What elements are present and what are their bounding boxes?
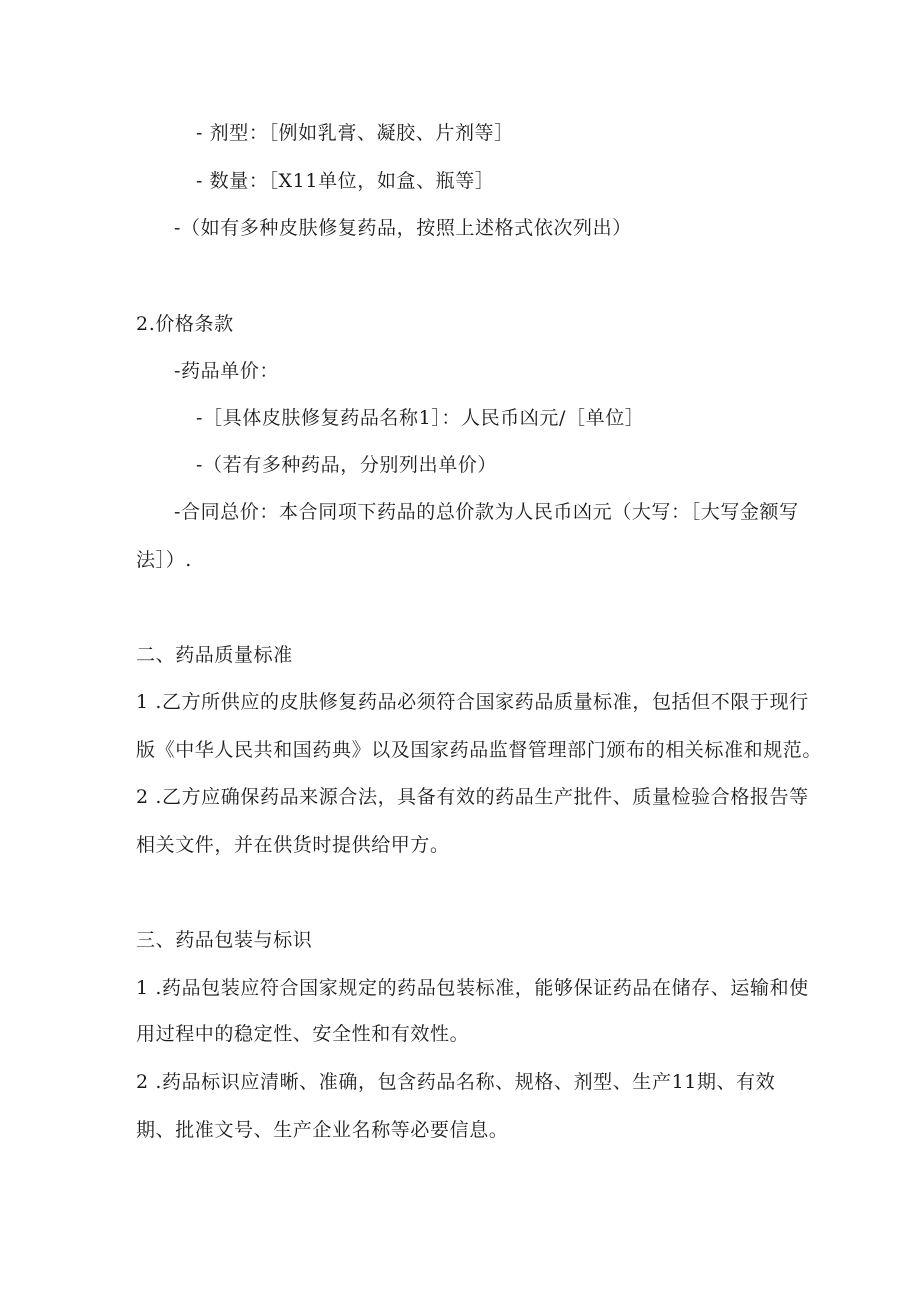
quality-item-1-line-1: 1 .乙方所供应的皮肤修复药品必须符合国家药品质量标准，包括但不限于现行 — [136, 691, 809, 713]
quality-item-2-line-2: 相关文件，并在供货时提供给甲方。 — [136, 834, 450, 856]
unit-price-label: -药品单价： — [174, 360, 280, 382]
packaging-item-1-line-1: 1 .药品包装应符合国家规定的药品包装标准，能够保证药品在储存、运输和使 — [136, 977, 809, 999]
unit-price-item: -［具体皮肤修复药品名称1］：人民币凶元/［单位］ — [196, 407, 645, 429]
dosage-form-line: - 剂型：［例如乳膏、凝胶、片剂等］ — [196, 122, 514, 144]
price-terms-heading: 2.价格条款 — [136, 313, 234, 335]
quality-item-2-line-1: 2 .乙方应确保药品来源合法，具备有效的药品生产批件、质量检验合格报告等 — [136, 786, 809, 808]
packaging-item-2-line-1: 2 .药品标识应清晰、准确，包含药品名称、规格、剂型、生产11期、有效 — [136, 1071, 776, 1093]
total-price-line-1: -合同总价：本合同项下药品的总价款为人民币凶元（大写：［大写金额写 — [174, 501, 799, 523]
multi-drug-note: -（如有多种皮肤修复药品，按照上述格式依次列出） — [174, 217, 632, 239]
packaging-heading: 三、药品包装与标识 — [136, 929, 313, 951]
quality-item-1-line-2: 版《中华人民共和国药典》以及国家药品监督管理部门颁布的相关标准和规范。 — [136, 739, 823, 761]
quantity-line: - 数量：［X11单位，如盒、瓶等］ — [196, 170, 495, 192]
packaging-item-1-line-2: 用过程中的稳定性、安全性和有效性。 — [136, 1023, 470, 1045]
quality-standard-heading: 二、药品质量标准 — [136, 644, 293, 666]
packaging-item-2-line-2: 期、批准文号、生产企业名称等必要信息。 — [136, 1119, 509, 1141]
total-price-line-2: 法］）. — [136, 549, 192, 571]
unit-price-note: -（若有多种药品，分别列出单价） — [196, 454, 498, 476]
